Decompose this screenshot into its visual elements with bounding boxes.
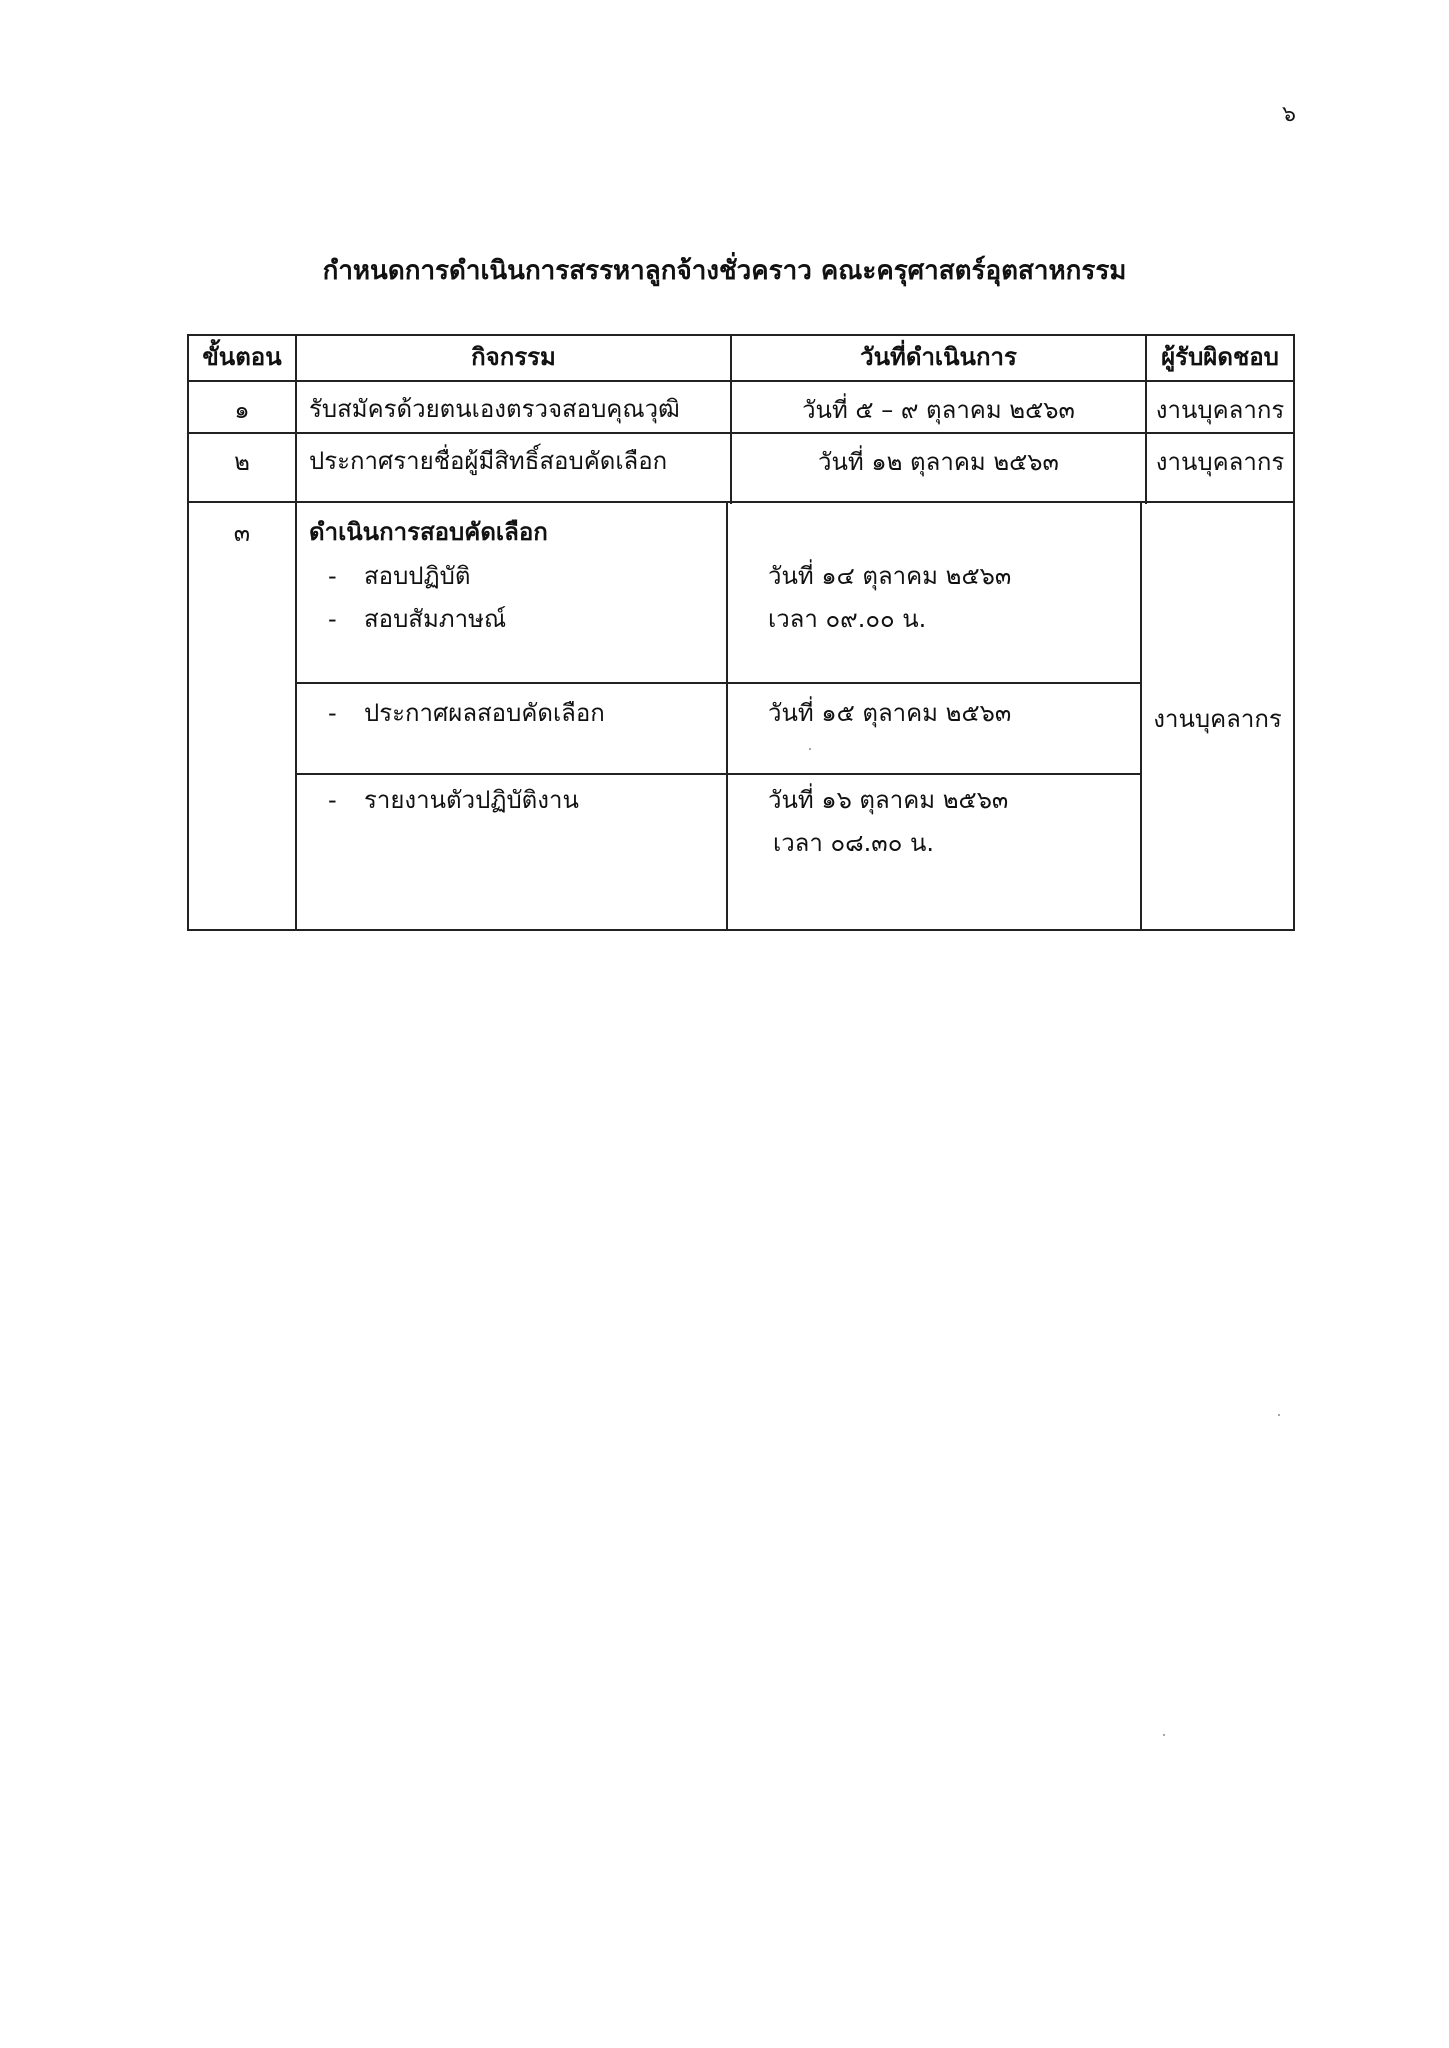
row-1-step: ๑ [234,396,250,424]
sub-2-item-1: ประกาศผลสอบคัดเลือก [364,699,605,727]
row-2-activity: ประกาศรายชื่อผู้มีสิทธิ์สอบคัดเลือก [309,447,668,475]
row-2-date: วันที่ ๑๒ ตุลาคม ๒๕๖๓ [818,448,1059,476]
sub-3-item-1: รายงานตัวปฏิบัติงาน [364,786,579,814]
bullet-dash: - [328,786,337,814]
row-2-responsible: งานบุคลากร [1155,448,1285,476]
header-responsible: ผู้รับผิดชอบ [1161,343,1279,371]
scan-speck [1163,1734,1165,1736]
bullet-dash: - [328,699,337,727]
sub-3-time: เวลา ๐๘.๓๐ น. [773,829,935,857]
sub-2-date: วันที่ ๑๕ ตุลาคม ๒๕๖๓ [768,699,1012,727]
sub-3-date: วันที่ ๑๖ ตุลาคม ๒๕๖๓ [768,786,1009,814]
header-date: วันที่ดำเนินการ [860,343,1017,371]
bullet-dash: - [328,605,337,633]
row-1-responsible: งานบุคลากร [1155,396,1285,424]
header-activity: กิจกรรม [471,343,556,371]
scan-speck [1278,1414,1280,1416]
header-step: ขั้นตอน [202,343,282,371]
row-3-activity: ดำเนินการสอบคัดเลือก [309,518,548,546]
row-3-step: ๓ [233,519,251,547]
row-1-activity: รับสมัครด้วยตนเองตรวจสอบคุณวุฒิ [309,395,680,423]
page-number: ๖ [1282,102,1296,127]
sub-1-date: วันที่ ๑๔ ตุลาคม ๒๕๖๓ [768,562,1012,590]
row-1-date: วันที่ ๕ – ๙ ตุลาคม ๒๕๖๓ [802,396,1075,424]
row-2-step: ๒ [234,448,250,476]
scan-speck [809,748,811,750]
bullet-dash: - [328,562,337,590]
sub-1-item-2: สอบสัมภาษณ์ [364,605,507,633]
sub-1-time: เวลา ๐๙.๐๐ น. [768,605,927,633]
sub-1-item-1: สอบปฏิบัติ [364,562,471,590]
document-title: กำหนดการดำเนินการสรรหาลูกจ้างชั่วคราว คณะครุศาสตร์อุตสาหกรรม [322,256,1127,286]
row-3-responsible: งานบุคลากร [1153,705,1282,733]
